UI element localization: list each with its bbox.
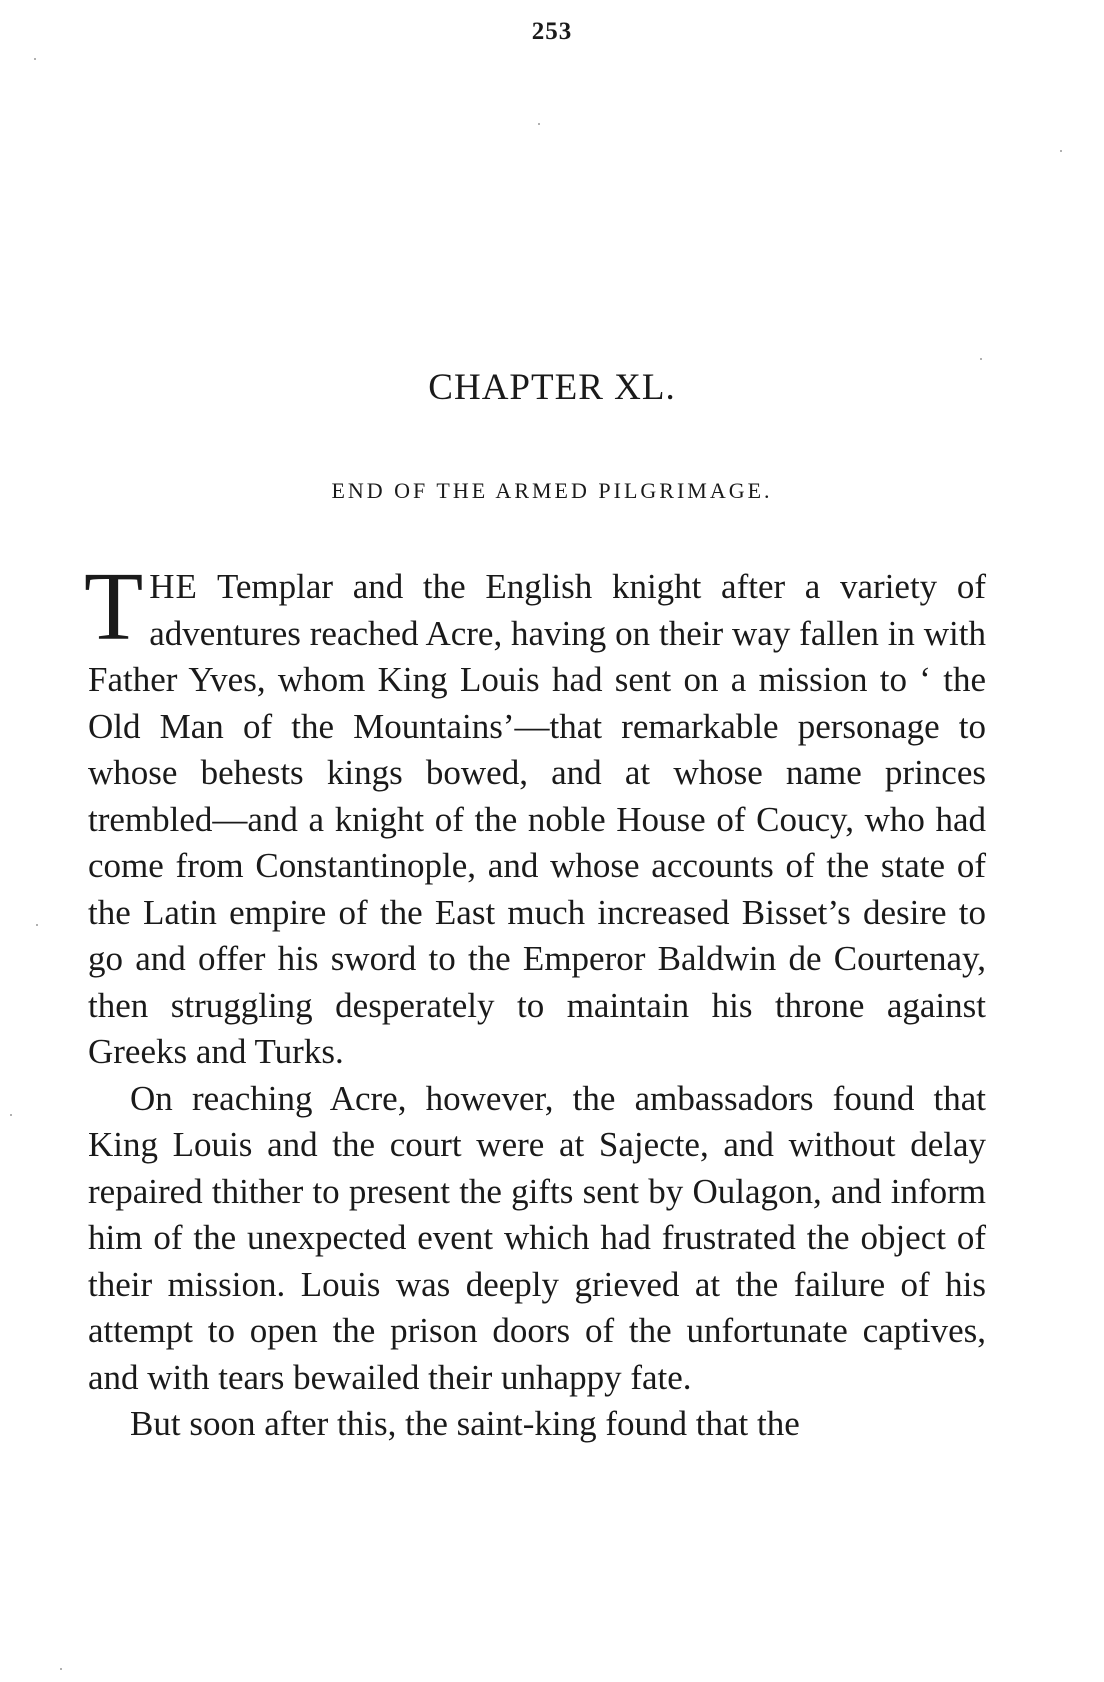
scan-speck: [34, 58, 36, 60]
page-number: 253: [531, 18, 573, 45]
chapter-body: [84, 553, 986, 1448]
scan-speck: [10, 1114, 12, 1116]
scan-speck: [36, 924, 38, 926]
scan-speck: [980, 358, 982, 360]
paragraph-2: On reaching Acre, however, the ambassadors found that King Louis and the court were at Sajecte, and without delay repaired thither to present the gifts sent by Oulagon, and inform him of the unexpected event which had frustrated the object of their mission. Louis was deeply grieved at the failure of his attempt to open the prison doors of the unfortunate captives, and with tears bewailed their unhappy fate.: [88, 1078, 986, 1397]
paragraph-lead: HE: [149, 567, 198, 606]
paragraph-1-text: Templar and the English knight after a variety of adventures reached Acre, having on their way fallen in with Father Yves, whom King Louis had sent on a mission to ‘ the Old Man of the Mountains’—that remarkable personage to whose behests kings bowed, and at whose name princes trembled—and a knight of the noble House of Coucy, who had come from Constantinople, and whose accounts of the state of the Latin empire of the East much increased Bisset’s desire to go and offer his sword to the Emperor Baldwin de Courtenay, then struggling desperately to maintain his throne against Greeks and Turks.: [88, 567, 986, 1071]
scan-speck: [538, 123, 540, 125]
scan-speck: [1060, 150, 1062, 152]
scan-speck: [60, 1668, 62, 1670]
chapter-subtitle: END OF THE ARMED PILGRIMAGE.: [331, 478, 773, 503]
drop-cap: T: [84, 553, 144, 660]
paragraph-3: But soon after this, the saint-king found that the: [130, 1404, 800, 1443]
chapter-title: CHAPTER XL.: [428, 367, 676, 408]
paragraph-1: [84, 553, 986, 1076]
